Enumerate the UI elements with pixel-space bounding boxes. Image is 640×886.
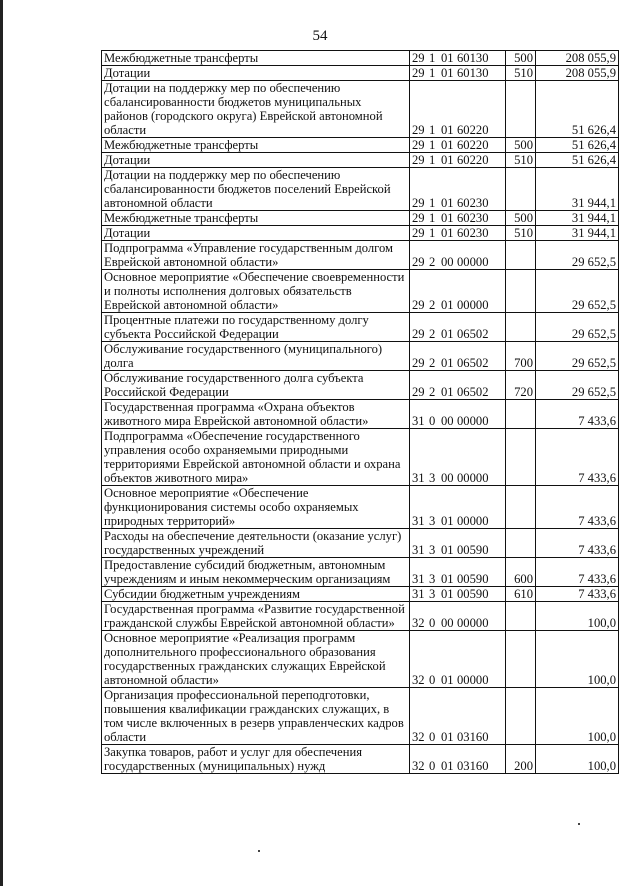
row-name: Дотации на поддержку мер по обеспечению сбалансированности бюджетов поселений Еврейской автономной области <box>102 168 410 211</box>
table-row <box>102 138 619 153</box>
code-part: 29 <box>412 211 425 225</box>
code-part: 01 <box>441 226 454 240</box>
row-code <box>410 486 506 529</box>
code-part: 60130 <box>457 51 489 65</box>
code-part: 31 <box>412 414 425 428</box>
row-expense-type: 500 <box>506 211 536 226</box>
row-expense-type <box>506 429 536 486</box>
code-part: 06502 <box>457 356 489 370</box>
code-part: 1 <box>429 196 436 210</box>
row-code <box>410 400 506 429</box>
row-amount: 29 652,5 <box>536 241 619 270</box>
row-name: Межбюджетные трансферты <box>102 138 410 153</box>
code-part: 00000 <box>457 298 489 312</box>
code-part: 1 <box>429 66 436 80</box>
table-row <box>102 558 619 587</box>
code-part: 2 <box>429 255 436 269</box>
code-part: 01 <box>441 385 454 399</box>
code-part: 31 <box>412 572 425 586</box>
code-part: 29 <box>412 255 425 269</box>
row-expense-type <box>506 241 536 270</box>
code-part: 31 <box>412 514 425 528</box>
table-row <box>102 429 619 486</box>
row-name: Субсидии бюджетным учреждениям <box>102 587 410 602</box>
code-part: 01 <box>441 196 454 210</box>
table-row <box>102 241 619 270</box>
row-code <box>410 81 506 138</box>
row-expense-type: 600 <box>506 558 536 587</box>
row-amount: 51 626,4 <box>536 153 619 168</box>
row-code <box>410 529 506 558</box>
row-code <box>410 153 506 168</box>
code-part: 32 <box>412 730 425 744</box>
table-row <box>102 270 619 313</box>
code-part: 1 <box>429 138 436 152</box>
code-part: 06502 <box>457 327 489 341</box>
row-amount: 29 652,5 <box>536 371 619 400</box>
code-part: 29 <box>412 138 425 152</box>
row-name: Государственная программа «Охрана объектов животного мира Еврейской автономной области» <box>102 400 410 429</box>
table-row <box>102 313 619 342</box>
table-row <box>102 342 619 371</box>
row-code <box>410 66 506 81</box>
table-row <box>102 486 619 529</box>
code-part: 31 <box>412 471 425 485</box>
code-part: 29 <box>412 153 425 167</box>
row-name: Подпрограмма «Управление государственным долгом Еврейской автономной области» <box>102 241 410 270</box>
code-part: 00590 <box>457 543 489 557</box>
row-expense-type <box>506 168 536 211</box>
row-code <box>410 313 506 342</box>
row-code <box>410 168 506 211</box>
code-part: 0 <box>429 730 436 744</box>
row-amount: 7 433,6 <box>536 558 619 587</box>
budget-table-body <box>102 51 619 774</box>
row-amount: 208 055,9 <box>536 51 619 66</box>
code-part: 00590 <box>457 572 489 586</box>
row-expense-type: 500 <box>506 138 536 153</box>
code-part: 29 <box>412 123 425 137</box>
code-part: 29 <box>412 196 425 210</box>
row-amount: 7 433,6 <box>536 429 619 486</box>
code-part: 29 <box>412 226 425 240</box>
code-part: 01 <box>441 298 454 312</box>
code-part: 1 <box>429 123 436 137</box>
row-amount: 7 433,6 <box>536 400 619 429</box>
code-part: 01 <box>441 730 454 744</box>
table-row <box>102 400 619 429</box>
code-part: 0 <box>429 673 436 687</box>
row-amount: 7 433,6 <box>536 486 619 529</box>
code-part: 29 <box>412 298 425 312</box>
code-part: 00590 <box>457 587 489 601</box>
code-part: 60130 <box>457 66 489 80</box>
code-part: 06502 <box>457 385 489 399</box>
code-part: 00 <box>441 616 454 630</box>
row-expense-type: 510 <box>506 66 536 81</box>
code-part: 01 <box>441 514 454 528</box>
code-part: 29 <box>412 51 425 65</box>
row-amount: 100,0 <box>536 745 619 774</box>
row-name: Предоставление субсидий бюджетным, автономным учреждениям и иным некоммерческим организациям <box>102 558 410 587</box>
row-name: Основное мероприятие «Реализация программ дополнительного профессионального образования государственных гражданских служащих Еврейской автономной области» <box>102 631 410 688</box>
code-part: 32 <box>412 616 425 630</box>
code-part: 01 <box>441 759 454 773</box>
row-name: Дотации на поддержку мер по обеспечению сбалансированности бюджетов муниципальных районов (городского округа) Еврейской автономной области <box>102 81 410 138</box>
scan-edge <box>0 0 3 886</box>
code-part: 60220 <box>457 153 489 167</box>
code-part: 1 <box>429 153 436 167</box>
budget-table <box>101 50 619 774</box>
table-row <box>102 371 619 400</box>
code-part: 03160 <box>457 730 489 744</box>
table-row <box>102 153 619 168</box>
row-name: Обслуживание государственного долга субъекта Российской Федерации <box>102 371 410 400</box>
row-expense-type: 500 <box>506 51 536 66</box>
row-amount: 7 433,6 <box>536 529 619 558</box>
code-part: 01 <box>441 587 454 601</box>
code-part: 01 <box>441 51 454 65</box>
code-part: 60230 <box>457 211 489 225</box>
code-part: 2 <box>429 298 436 312</box>
row-name: Государственная программа «Развитие государственной гражданской службы Еврейской автономной области» <box>102 602 410 631</box>
code-part: 01 <box>441 138 454 152</box>
code-part: 2 <box>429 356 436 370</box>
row-expense-type: 510 <box>506 153 536 168</box>
row-code <box>410 745 506 774</box>
table-row <box>102 226 619 241</box>
row-name: Процентные платежи по государственному долгу субъекта Российской Федерации <box>102 313 410 342</box>
row-name: Организация профессиональной переподготовки, повышения квалификации гражданских служащих, в том числе включенных в резерв управленческих кадров области <box>102 688 410 745</box>
code-part: 01 <box>441 673 454 687</box>
row-amount: 51 626,4 <box>536 81 619 138</box>
row-code <box>410 51 506 66</box>
code-part: 60220 <box>457 123 489 137</box>
row-amount: 29 652,5 <box>536 342 619 371</box>
code-part: 01 <box>441 543 454 557</box>
row-amount: 100,0 <box>536 688 619 745</box>
row-expense-type <box>506 631 536 688</box>
code-part: 00000 <box>457 471 489 485</box>
row-code <box>410 558 506 587</box>
code-part: 3 <box>429 514 436 528</box>
code-part: 00 <box>441 471 454 485</box>
row-name: Подпрограмма «Обеспечение государственного управления особо охраняемыми природными территориями Еврейской автономной области и охрана объектов животного мира» <box>102 429 410 486</box>
row-amount: 51 626,4 <box>536 138 619 153</box>
table-row <box>102 81 619 138</box>
code-part: 2 <box>429 385 436 399</box>
row-expense-type <box>506 486 536 529</box>
code-part: 00 <box>441 255 454 269</box>
row-expense-type <box>506 529 536 558</box>
row-name: Расходы на обеспечение деятельности (оказание услуг) государственных учреждений <box>102 529 410 558</box>
row-expense-type: 610 <box>506 587 536 602</box>
code-part: 0 <box>429 759 436 773</box>
code-part: 3 <box>429 572 436 586</box>
code-part: 32 <box>412 759 425 773</box>
row-amount: 208 055,9 <box>536 66 619 81</box>
code-part: 60230 <box>457 196 489 210</box>
code-part: 01 <box>441 153 454 167</box>
code-part: 1 <box>429 211 436 225</box>
row-amount: 100,0 <box>536 602 619 631</box>
code-part: 31 <box>412 587 425 601</box>
code-part: 60230 <box>457 226 489 240</box>
table-row <box>102 168 619 211</box>
code-part: 00000 <box>457 616 489 630</box>
row-code <box>410 211 506 226</box>
row-code <box>410 371 506 400</box>
row-name: Основное мероприятие «Обеспечение своевременности и полноты исполнения долговых обязательств Еврейской автономной области» <box>102 270 410 313</box>
code-part: 60220 <box>457 138 489 152</box>
code-part: 29 <box>412 356 425 370</box>
table-row <box>102 66 619 81</box>
row-name: Дотации <box>102 226 410 241</box>
row-expense-type <box>506 400 536 429</box>
row-expense-type <box>506 270 536 313</box>
code-part: 01 <box>441 572 454 586</box>
scan-speck <box>578 823 580 825</box>
code-part: 01 <box>441 327 454 341</box>
row-code <box>410 429 506 486</box>
row-code <box>410 631 506 688</box>
row-code <box>410 342 506 371</box>
row-expense-type: 720 <box>506 371 536 400</box>
code-part: 1 <box>429 51 436 65</box>
code-part: 01 <box>441 211 454 225</box>
row-name: Межбюджетные трансферты <box>102 51 410 66</box>
table-row <box>102 631 619 688</box>
code-part: 01 <box>441 123 454 137</box>
row-code <box>410 602 506 631</box>
code-part: 1 <box>429 226 436 240</box>
code-part: 2 <box>429 327 436 341</box>
row-name: Закупка товаров, работ и услуг для обеспечения государственных (муниципальных) нужд <box>102 745 410 774</box>
code-part: 31 <box>412 543 425 557</box>
row-name: Межбюджетные трансферты <box>102 211 410 226</box>
code-part: 3 <box>429 471 436 485</box>
table-row <box>102 745 619 774</box>
row-amount: 100,0 <box>536 631 619 688</box>
table-row <box>102 688 619 745</box>
code-part: 00000 <box>457 255 489 269</box>
row-amount: 31 944,1 <box>536 226 619 241</box>
row-code <box>410 138 506 153</box>
table-row <box>102 587 619 602</box>
table-row <box>102 211 619 226</box>
code-part: 29 <box>412 327 425 341</box>
row-code <box>410 270 506 313</box>
code-part: 29 <box>412 385 425 399</box>
code-part: 00000 <box>457 514 489 528</box>
row-expense-type: 700 <box>506 342 536 371</box>
table-row <box>102 529 619 558</box>
code-part: 3 <box>429 543 436 557</box>
row-expense-type <box>506 602 536 631</box>
row-amount: 29 652,5 <box>536 313 619 342</box>
row-expense-type: 200 <box>506 745 536 774</box>
code-part: 0 <box>429 414 436 428</box>
row-amount: 7 433,6 <box>536 587 619 602</box>
code-part: 01 <box>441 356 454 370</box>
row-amount: 31 944,1 <box>536 211 619 226</box>
code-part: 03160 <box>457 759 489 773</box>
row-expense-type <box>506 313 536 342</box>
code-part: 0 <box>429 616 436 630</box>
row-expense-type <box>506 688 536 745</box>
row-expense-type <box>506 81 536 138</box>
row-name: Основное мероприятие «Обеспечение функционирования системы особо охраняемых природных территорий» <box>102 486 410 529</box>
row-code <box>410 226 506 241</box>
code-part: 00000 <box>457 673 489 687</box>
code-part: 3 <box>429 587 436 601</box>
row-code <box>410 241 506 270</box>
row-name: Дотации <box>102 66 410 81</box>
page-number: 54 <box>312 28 328 44</box>
code-part: 00000 <box>457 414 489 428</box>
table-row <box>102 51 619 66</box>
code-part: 00 <box>441 414 454 428</box>
code-part: 29 <box>412 66 425 80</box>
row-code <box>410 587 506 602</box>
scan-speck <box>258 850 260 852</box>
row-amount: 29 652,5 <box>536 270 619 313</box>
row-name: Обслуживание государственного (муниципального) долга <box>102 342 410 371</box>
table-row <box>102 602 619 631</box>
row-code <box>410 688 506 745</box>
code-part: 32 <box>412 673 425 687</box>
row-expense-type: 510 <box>506 226 536 241</box>
row-name: Дотации <box>102 153 410 168</box>
code-part: 01 <box>441 66 454 80</box>
row-amount: 31 944,1 <box>536 168 619 211</box>
